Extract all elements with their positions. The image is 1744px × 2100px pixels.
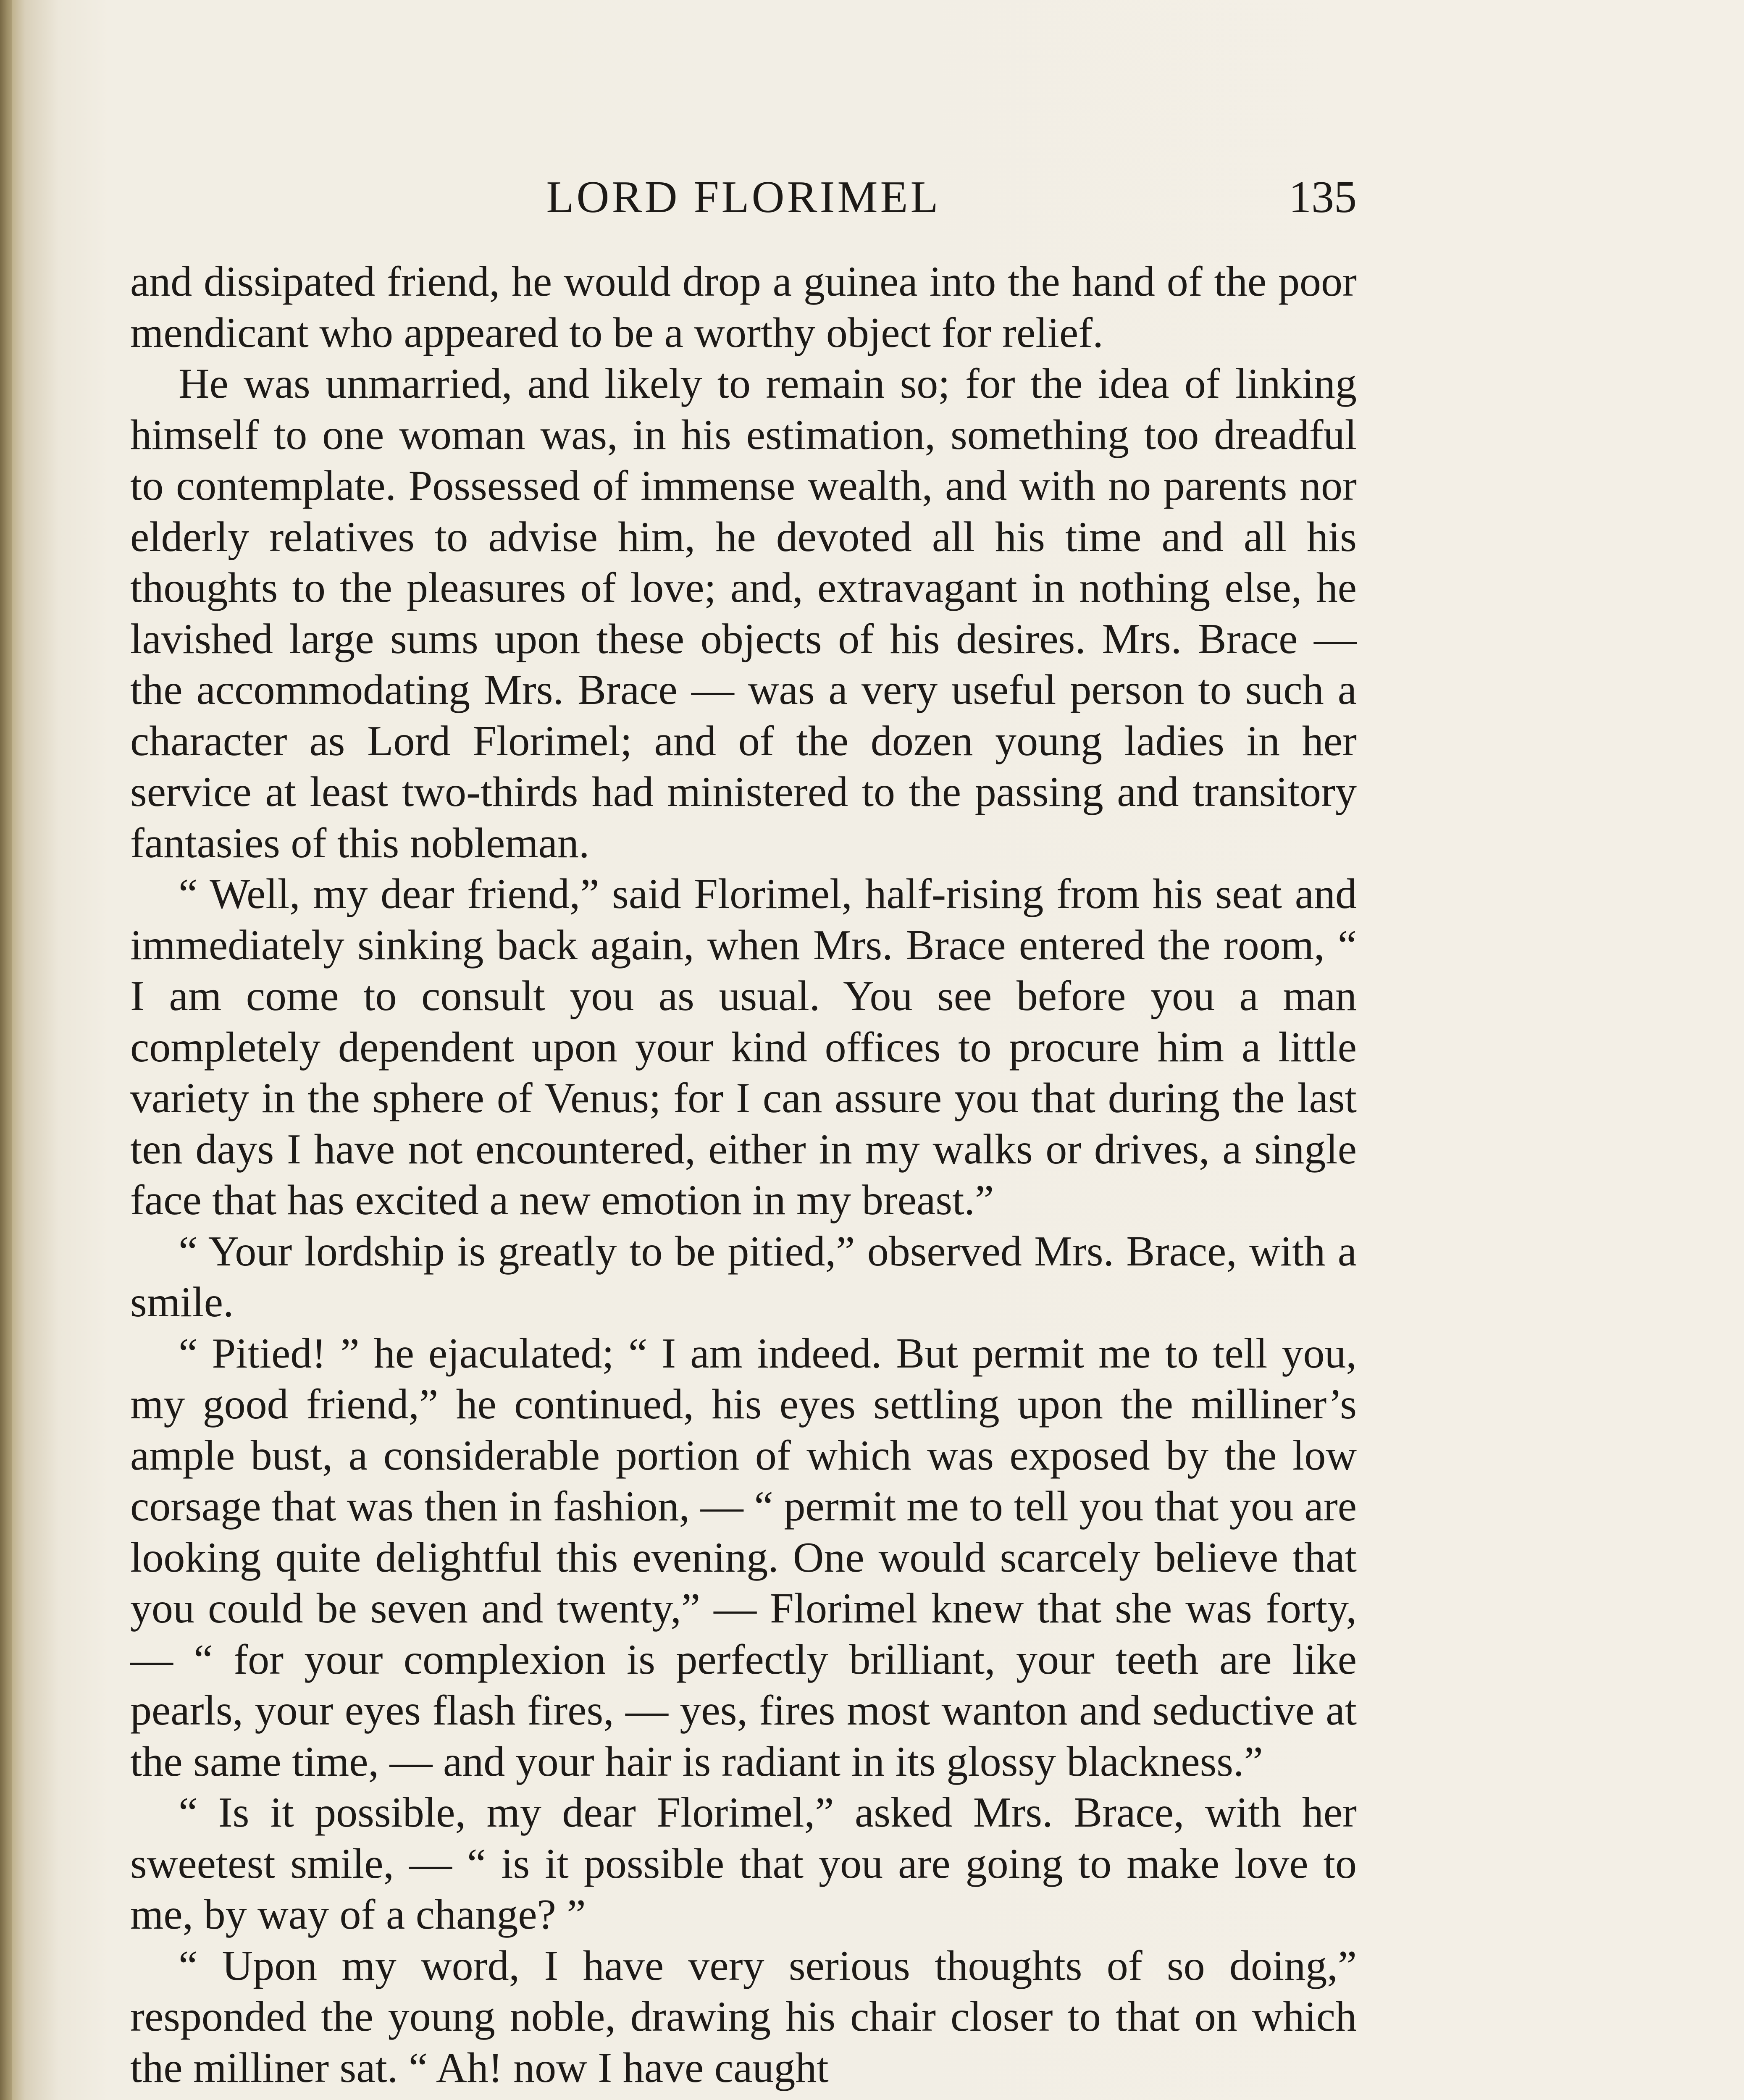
paragraph: He was unmarried, and likely to remain so; for the idea of linking himself to one woman was, in his estimation, something too dreadful to contemplate. Possessed of immense wealth, and with no parents nor elderly relatives to advise him, he devoted all his time and all his thoughts to the pleasures of love; and, extravagant in nothing else, he lavished large sums upon these objects of his desires. Mrs. Brace — the accommodating Mrs. Brace — was a very useful person to such a character as Lord Florimel; and of the dozen young ladies in her service at least two-thirds had ministered to the passing and transitory fantasies of this nobleman. <box>130 360 1357 867</box>
paragraph: “ Well, my dear friend,” said Florimel, half-rising from his seat and immediately sinking back again, when Mrs. Brace entered the room, “ I am come to consult you as usual. You see before you a man completely dependent upon your kind offices to procure him a little variety in the sphere of Venus; for I can assure you that during the last ten days I have not encountered, either in my walks or drives, a single face that has excited a new emotion in my breast.” <box>130 870 1357 1224</box>
page-number: 135 <box>1289 172 1357 222</box>
page-header <box>130 166 1357 229</box>
paragraph: and dissipated friend, he would drop a guinea into the hand of the poor mendicant who appeared to be a worthy object for relief. <box>130 258 1357 357</box>
page-gutter <box>0 0 12 2100</box>
body-text <box>130 256 1357 2093</box>
paragraph: “ Upon my word, I have very serious thoughts of so doing,” responded the young noble, drawing his chair closer to that on which the milliner sat. “ Ah! now I have caught <box>130 1942 1357 2092</box>
paragraph: “ Your lordship is greatly to be pitied,” observed Mrs. Brace, with a smile. <box>130 1227 1357 1326</box>
paragraph: “ Is it possible, my dear Florimel,” asked Mrs. Brace, with her sweetest smile, — “ is it possible that you are going to make love to me, by way of a change? ” <box>130 1789 1357 1938</box>
running-title: LORD FLORIMEL <box>546 172 941 222</box>
paragraph: “ Pitied! ” he ejaculated; “ I am indeed. But permit me to tell you, my good friend,” he continued, his eyes settling upon the milliner’s ample bust, a considerable portion of which was exposed by the low corsage that was then in fashion, — “ permit me to tell you that you are looking quite delightful this evening. One would scarcely believe that you could be seven and twenty,” — Florimel knew that she was forty, — “ for your complexion is perfectly brilliant, your teeth are like pearls, your eyes flash fires, — yes, fires most wanton and seductive at the same time, — and your hair is radiant in its glossy blackness.” <box>130 1329 1357 1785</box>
